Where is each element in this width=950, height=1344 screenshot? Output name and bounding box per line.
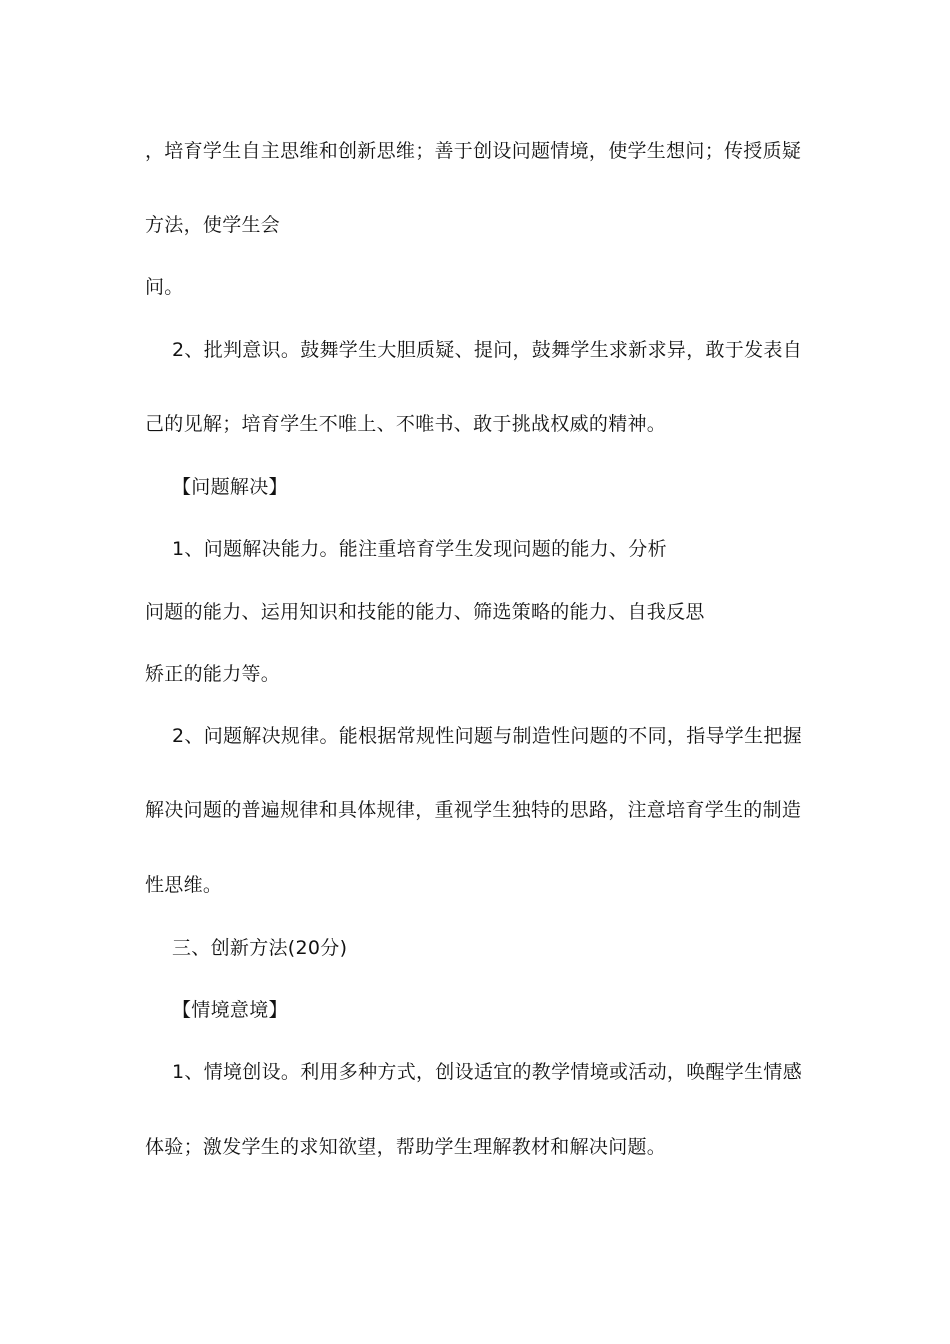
text-line: 己的见解；培育学生不唯上、不唯书、敢于挑战权威的精神。 <box>145 413 667 435</box>
section-heading: 【问题解决】 <box>172 476 288 498</box>
text-line: 问题的能力、运用知识和技能的能力、筛选策略的能力、自我反思 <box>145 601 705 623</box>
section-heading: 【情境意境】 <box>172 999 288 1021</box>
text-line: 体验；激发学生的求知欲望，帮助学生理解教材和解决问题。 <box>145 1136 667 1158</box>
text-line: 矫正的能力等。 <box>145 663 281 685</box>
text-line: 问。 <box>145 276 184 298</box>
section-title: 三、创新方法(20分) <box>172 937 348 959</box>
list-item-text: 1、情境创设。利用多种方式，创设适宜的教学情境或活动，唤醒学生情感 <box>172 1061 802 1083</box>
text-line: ，培育学生自主思维和创新思维；善于创设问题情境，使学生想问；传授质疑 <box>145 140 802 162</box>
list-item-text: 1、问题解决能力。能注重培育学生发现问题的能力、分析 <box>172 538 667 560</box>
text-line: 方法，使学生会 <box>145 214 281 236</box>
text-line: 性思维。 <box>145 874 223 896</box>
list-item-text: 2、问题解决规律。能根据常规性问题与制造性问题的不同，指导学生把握 <box>172 725 802 747</box>
list-item-text: 2、批判意识。鼓舞学生大胆质疑、提问，鼓舞学生求新求异，敢于发表自 <box>172 339 802 361</box>
text-line: 解决问题的普遍规律和具体规律，重视学生独特的思路，注意培育学生的制造 <box>145 799 802 821</box>
